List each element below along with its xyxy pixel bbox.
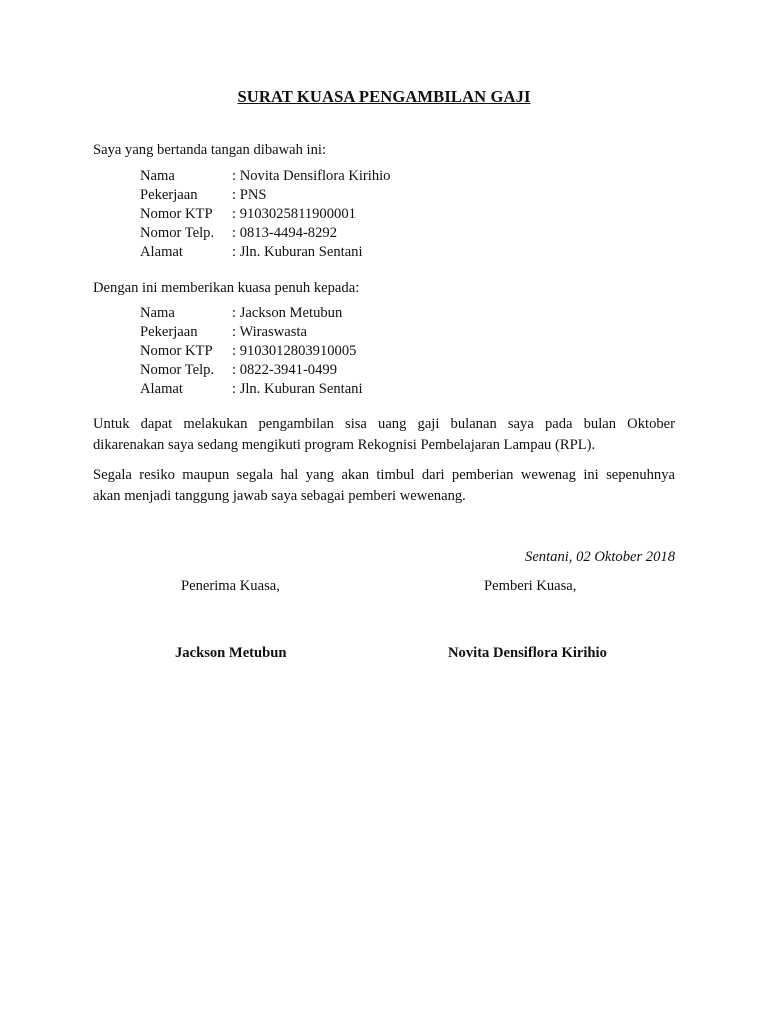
grantee-label-address: Alamat: [140, 381, 183, 397]
purpose-line-1: Untuk dapat melakukan pengambilan sisa uang gaji bulanan saya pada bulan Oktober: [93, 416, 675, 432]
place-date: Sentani, 02 Oktober 2018: [525, 549, 675, 565]
grantee-value-phone: : 0822-3941-0499: [232, 362, 337, 378]
grantor-value-address: : Jln. Kuburan Sentani: [232, 244, 363, 260]
grantor-label-ktp: Nomor KTP: [140, 206, 213, 222]
grantee-value-address: : Jln. Kuburan Sentani: [232, 381, 363, 397]
grantor-intro: Saya yang bertanda tangan dibawah ini:: [93, 142, 327, 158]
giver-label: Pemberi Kuasa,: [484, 578, 577, 594]
grantee-label-phone: Nomor Telp.: [140, 362, 215, 378]
grantee-intro: Dengan ini memberikan kuasa penuh kepada:: [93, 280, 360, 296]
receiver-label: Penerima Kuasa,: [181, 578, 280, 594]
purpose-paragraph: [93, 414, 675, 456]
purpose-line-2: dikarenakan saya sedang mengikuti program Rekognisi Pembelajaran Lampau (RPL).: [93, 437, 596, 453]
liability-line-2: akan menjadi tanggung jawab saya sebagai pemberi wewenang.: [93, 488, 466, 504]
grantor-value-name: : Novita Densiflora Kirihio: [232, 168, 391, 184]
grantor-value-job: : PNS: [232, 187, 267, 203]
grantee-label-name: Nama: [140, 305, 175, 321]
grantor-label-phone: Nomor Telp.: [140, 225, 215, 241]
receiver-name: Jackson Metubun: [175, 645, 287, 661]
grantee-value-name: : Jackson Metubun: [232, 305, 343, 321]
giver-name: Novita Densiflora Kirihio: [448, 645, 607, 661]
grantee-value-ktp: : 9103012803910005: [232, 343, 357, 359]
grantor-label-address: Alamat: [140, 244, 183, 260]
document-title: SURAT KUASA PENGAMBILAN GAJI: [237, 87, 531, 106]
liability-paragraph: [93, 465, 675, 507]
grantor-label-job: Pekerjaan: [140, 187, 198, 203]
grantee-label-job: Pekerjaan: [140, 324, 198, 340]
grantor-value-ktp: : 9103025811900001: [232, 206, 356, 222]
grantee-label-ktp: Nomor KTP: [140, 343, 213, 359]
liability-line-1: Segala resiko maupun segala hal yang akan timbul dari pemberian wewenag ini sepenuhnya: [93, 467, 675, 483]
grantor-label-name: Nama: [140, 168, 175, 184]
grantee-value-job: : Wiraswasta: [232, 324, 307, 340]
grantor-value-phone: : 0813-4494-8292: [232, 225, 337, 241]
